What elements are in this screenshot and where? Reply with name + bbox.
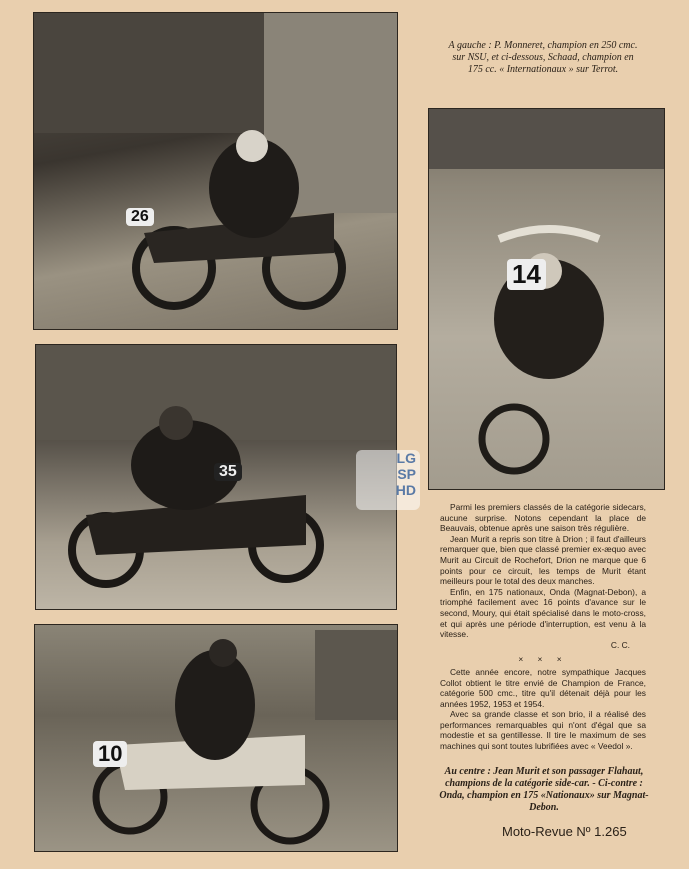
motorcycle-illustration bbox=[34, 13, 397, 329]
watermark-logo bbox=[356, 450, 420, 510]
caption-bottom: Au centre : Jean Murit et son passager Flahaut, champions de la catégorie side-car. - Ci-contre : Onda, champion en 175 «Nationaux» sur Magnat-Debon. bbox=[439, 766, 649, 813]
article-paragraph: Jean Murit a repris son titre à Drion ; il faut d'ailleurs remarquer que, bien que classé premier ex-æquo avec Murit au Circuit de Rochefort, Drion ne marque que 6 points pour ce circuit, les temps de Murit étant meilleurs pour le total des deux manches. bbox=[440, 533, 646, 587]
signature: C. C. bbox=[610, 639, 630, 650]
watermark-line: HD bbox=[395, 482, 416, 498]
article-paragraph: Enfin, en 175 nationaux, Onda (Magnat-Debon), a triomphé facilement avec 16 points d'avance sur le second, Moury, qui était spécialisé dans le moto-cross, et qui après une période d'interruption, est venu à la vitesse. bbox=[440, 586, 646, 640]
photo-murit-sidecar bbox=[428, 108, 665, 490]
article-paragraph: Cette année encore, notre sympathique Jacques Collot obtient le titre envié de Champion de France, catégorie 500 cmc., titre qu'il détenait déjà pour les années 1952, 1953 et 1954. bbox=[440, 666, 646, 709]
watermark-line: SP bbox=[397, 466, 416, 482]
race-number: 35 bbox=[214, 463, 242, 481]
race-number: 14 bbox=[507, 259, 546, 290]
photo-monneret bbox=[33, 12, 398, 330]
watermark-line: LG bbox=[396, 450, 416, 466]
race-number: 10 bbox=[93, 741, 127, 767]
race-number: 26 bbox=[126, 208, 154, 226]
photo-schaad bbox=[35, 344, 397, 610]
page-footer: Moto-Revue Nº 1.265 bbox=[502, 824, 627, 839]
section-separator: × × × bbox=[518, 654, 568, 665]
motorcycle-illustration bbox=[35, 625, 397, 851]
article-paragraph: Avec sa grande classe et son brio, il a réalisé des performances remarquables qui n'ont d'égal que sa modestie et sa gentillesse. Il tire le maximum de ses machines qui sont toutes lubrifiées avec « Veedol ». bbox=[440, 709, 646, 752]
caption-top: A gauche : P. Monneret, champion en 250 cmc. sur NSU, et ci-dessous, Schaad, champion en 175 cc. « Internationaux » sur Terrot. bbox=[448, 40, 638, 75]
motorcycle-illustration bbox=[429, 109, 664, 489]
article-body bbox=[440, 502, 646, 752]
article-paragraph: Parmi les premiers classés de la catégorie sidecars, aucune surprise. Notons cependant la place de Beauvais, obtenue après une saison très régulière. bbox=[440, 502, 646, 534]
photo-onda bbox=[34, 624, 398, 852]
